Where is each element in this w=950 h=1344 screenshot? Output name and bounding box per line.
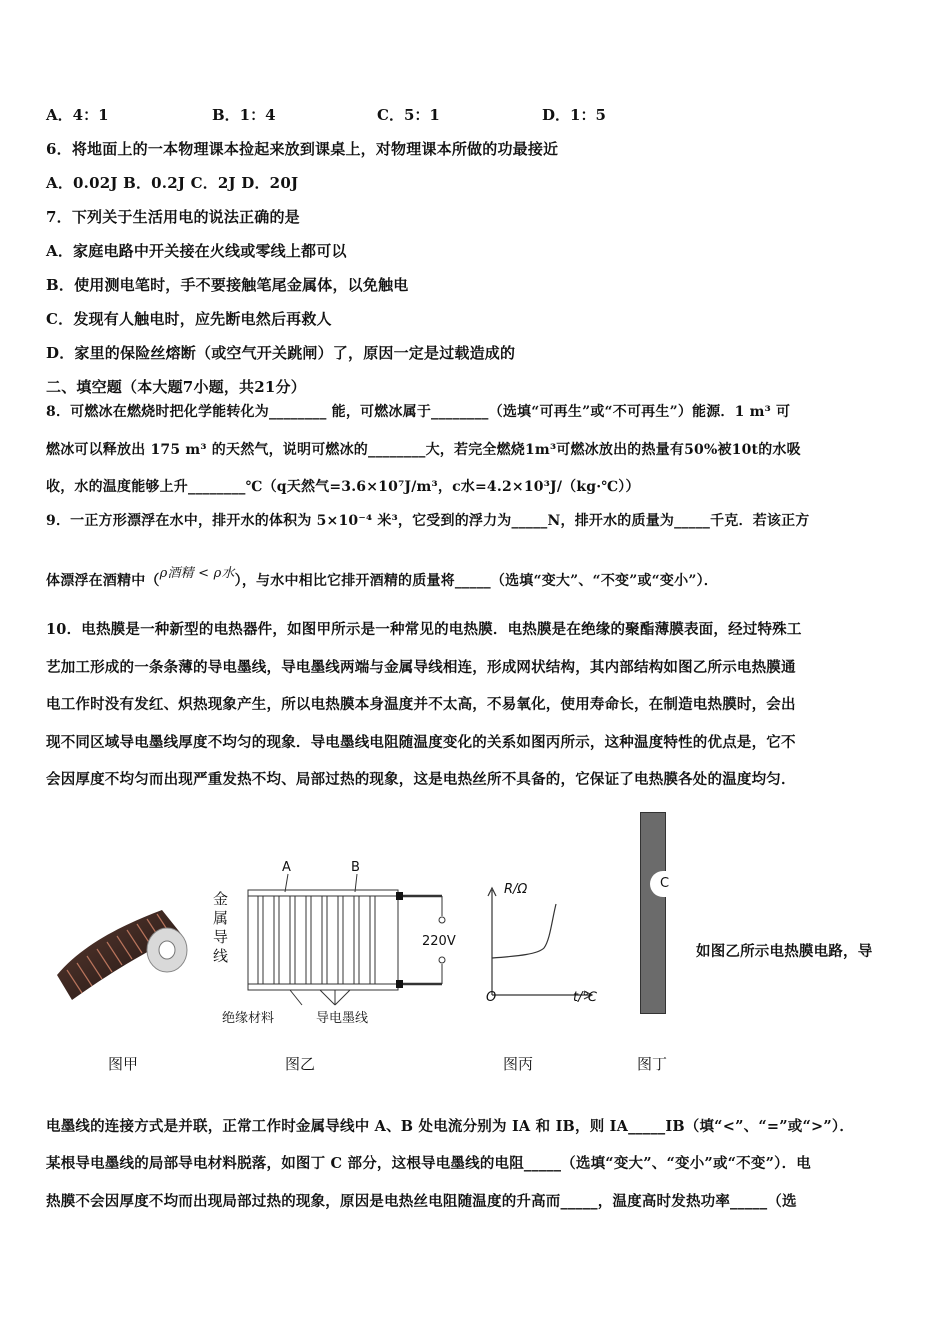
q6-stem: 6．将地面上的一本物理课本捡起来放到课桌上，对物理课本所做的功最接近 (46, 140, 559, 158)
q10-after2: 某根导电墨线的局部导电材料脱落，如图丁 C 部分，这根导电墨线的电阻_____（选填“变大”、“变小”或“不变”）．电 (46, 1155, 811, 1172)
q5-option-a: A．4：1 (46, 106, 109, 124)
heat-film-roll-figure (52, 905, 192, 1010)
q7-option-c: C．发现有人触电时，应先断电然后再救人 (46, 310, 332, 328)
q5-option-d: D．1：5 (542, 106, 606, 124)
q7-option-a: A．家庭电路中开关接在火线或零线上都可以 (46, 242, 347, 260)
q8-line3: 收，水的温度能够上升________℃（q天然气=3.6×10⁷J/m³，c水=4.2×10³J/（kg·℃）） (46, 479, 640, 495)
q10-after3: 热膜不会因厚度不均而出现局部过热的现象，原因是电热丝电阻随温度的升高而_____，温度高时发热功率_____（选 (46, 1193, 797, 1210)
ink-line-bar (640, 812, 666, 1014)
label-b: B (351, 860, 360, 875)
caption-jia: 图甲 (108, 1055, 139, 1073)
q10-para2: 艺加工形成的一条条薄的导电墨线，导电墨线两端与金属导线相连，形成网状结构，其内部结构如图乙所示电热膜通 (46, 659, 796, 676)
label-a: A (282, 860, 291, 875)
q8-line2: 燃冰可以释放出 175 m³ 的天然气，说明可燃冰的________大，若完全燃烧1m³可燃冰放出的热量有50%被10t的水吸 (46, 442, 801, 458)
q8-line1: 8．可燃冰在燃烧时把化学能转化为________ 能，可燃冰属于________（选填“可再生”或“不可再生”）能源．1 m³ 可 (46, 404, 791, 420)
q10-para4: 现不同区域导电墨线厚度不均匀的现象．导电墨线电阻随温度变化的关系如图丙所示，这种温度特性的优点是，它不 (46, 734, 796, 751)
q10-side-text: 如图乙所示电热膜电路，导 (696, 943, 873, 960)
density-formula: ρ酒精 < ρ水 (159, 566, 235, 581)
section-heading: 二、填空题（本大题7小题，共21分） (46, 378, 306, 396)
q9-line1: 9．一正方形漂浮在水中，排开水的体积为 5×10⁻⁴ 米³，它受到的浮力为_____N，排开水的质量为_____千克．若该正方 (46, 513, 810, 529)
origin-label: O (486, 990, 497, 1005)
q10-after1: 电墨线的连接方式是并联，正常工作时金属导线中 A、B 处电流分别为 IA 和 IB，则 IA_____IB（填“<”、“=”或“>”）． (46, 1118, 855, 1135)
r-axis-label: R/Ω (504, 882, 528, 897)
q7-option-d: D．家里的保险丝熔断（或空气开关跳闸）了，原因一定是过载造成的 (46, 344, 516, 362)
caption-bing: 图丙 (503, 1055, 534, 1073)
q6-options: A．0.02J B．0.2J C．2J D．20J (46, 174, 299, 192)
resistance-temperature-graph (480, 880, 600, 1005)
q9-line2 (46, 566, 718, 590)
ink-line-label: 导电墨线 (316, 1011, 369, 1026)
q10-para1: 10．电热膜是一种新型的电热器件，如图甲所示是一种常见的电热膜．电热膜是在绝缘的聚酯薄膜表面，经过特殊工 (46, 621, 802, 638)
q10-para5: 会因厚度不均匀而出现严重发热不均、局部过热的现象，这是电热丝所不具备的，它保证了电热膜各处的温度均匀． (46, 771, 796, 788)
insulation-label: 绝缘材料 (222, 1011, 275, 1026)
q5-option-c: C．5：1 (377, 106, 440, 124)
caption-ding: 图丁 (637, 1055, 668, 1073)
caption-yi: 图乙 (285, 1055, 316, 1073)
q5-option-b: B．1：4 (212, 106, 276, 124)
q7-stem: 7．下列关于生活用电的说法正确的是 (46, 208, 300, 226)
q7-option-b: B．使用测电笔时，手不要接触笔尾金属体，以免触电 (46, 276, 409, 294)
q9-line2-pre: 体漂浮在酒精中（ (46, 573, 160, 589)
c-label: C (660, 876, 670, 891)
t-axis-label: t/℃ (573, 990, 598, 1005)
voltage-label: 220V (422, 934, 456, 949)
metal-wire-label: 金属导线 (213, 890, 229, 965)
q9-line2-post: ），与水中相比它排开酒精的质量将_____（选填“变大”、“不变”或“变小”）． (234, 573, 718, 589)
q10-para3: 电工作时没有发红、炽热现象产生，所以电热膜本身温度并不太高，不易氧化，使用寿命长，在制造电热膜时，会出 (46, 696, 796, 713)
